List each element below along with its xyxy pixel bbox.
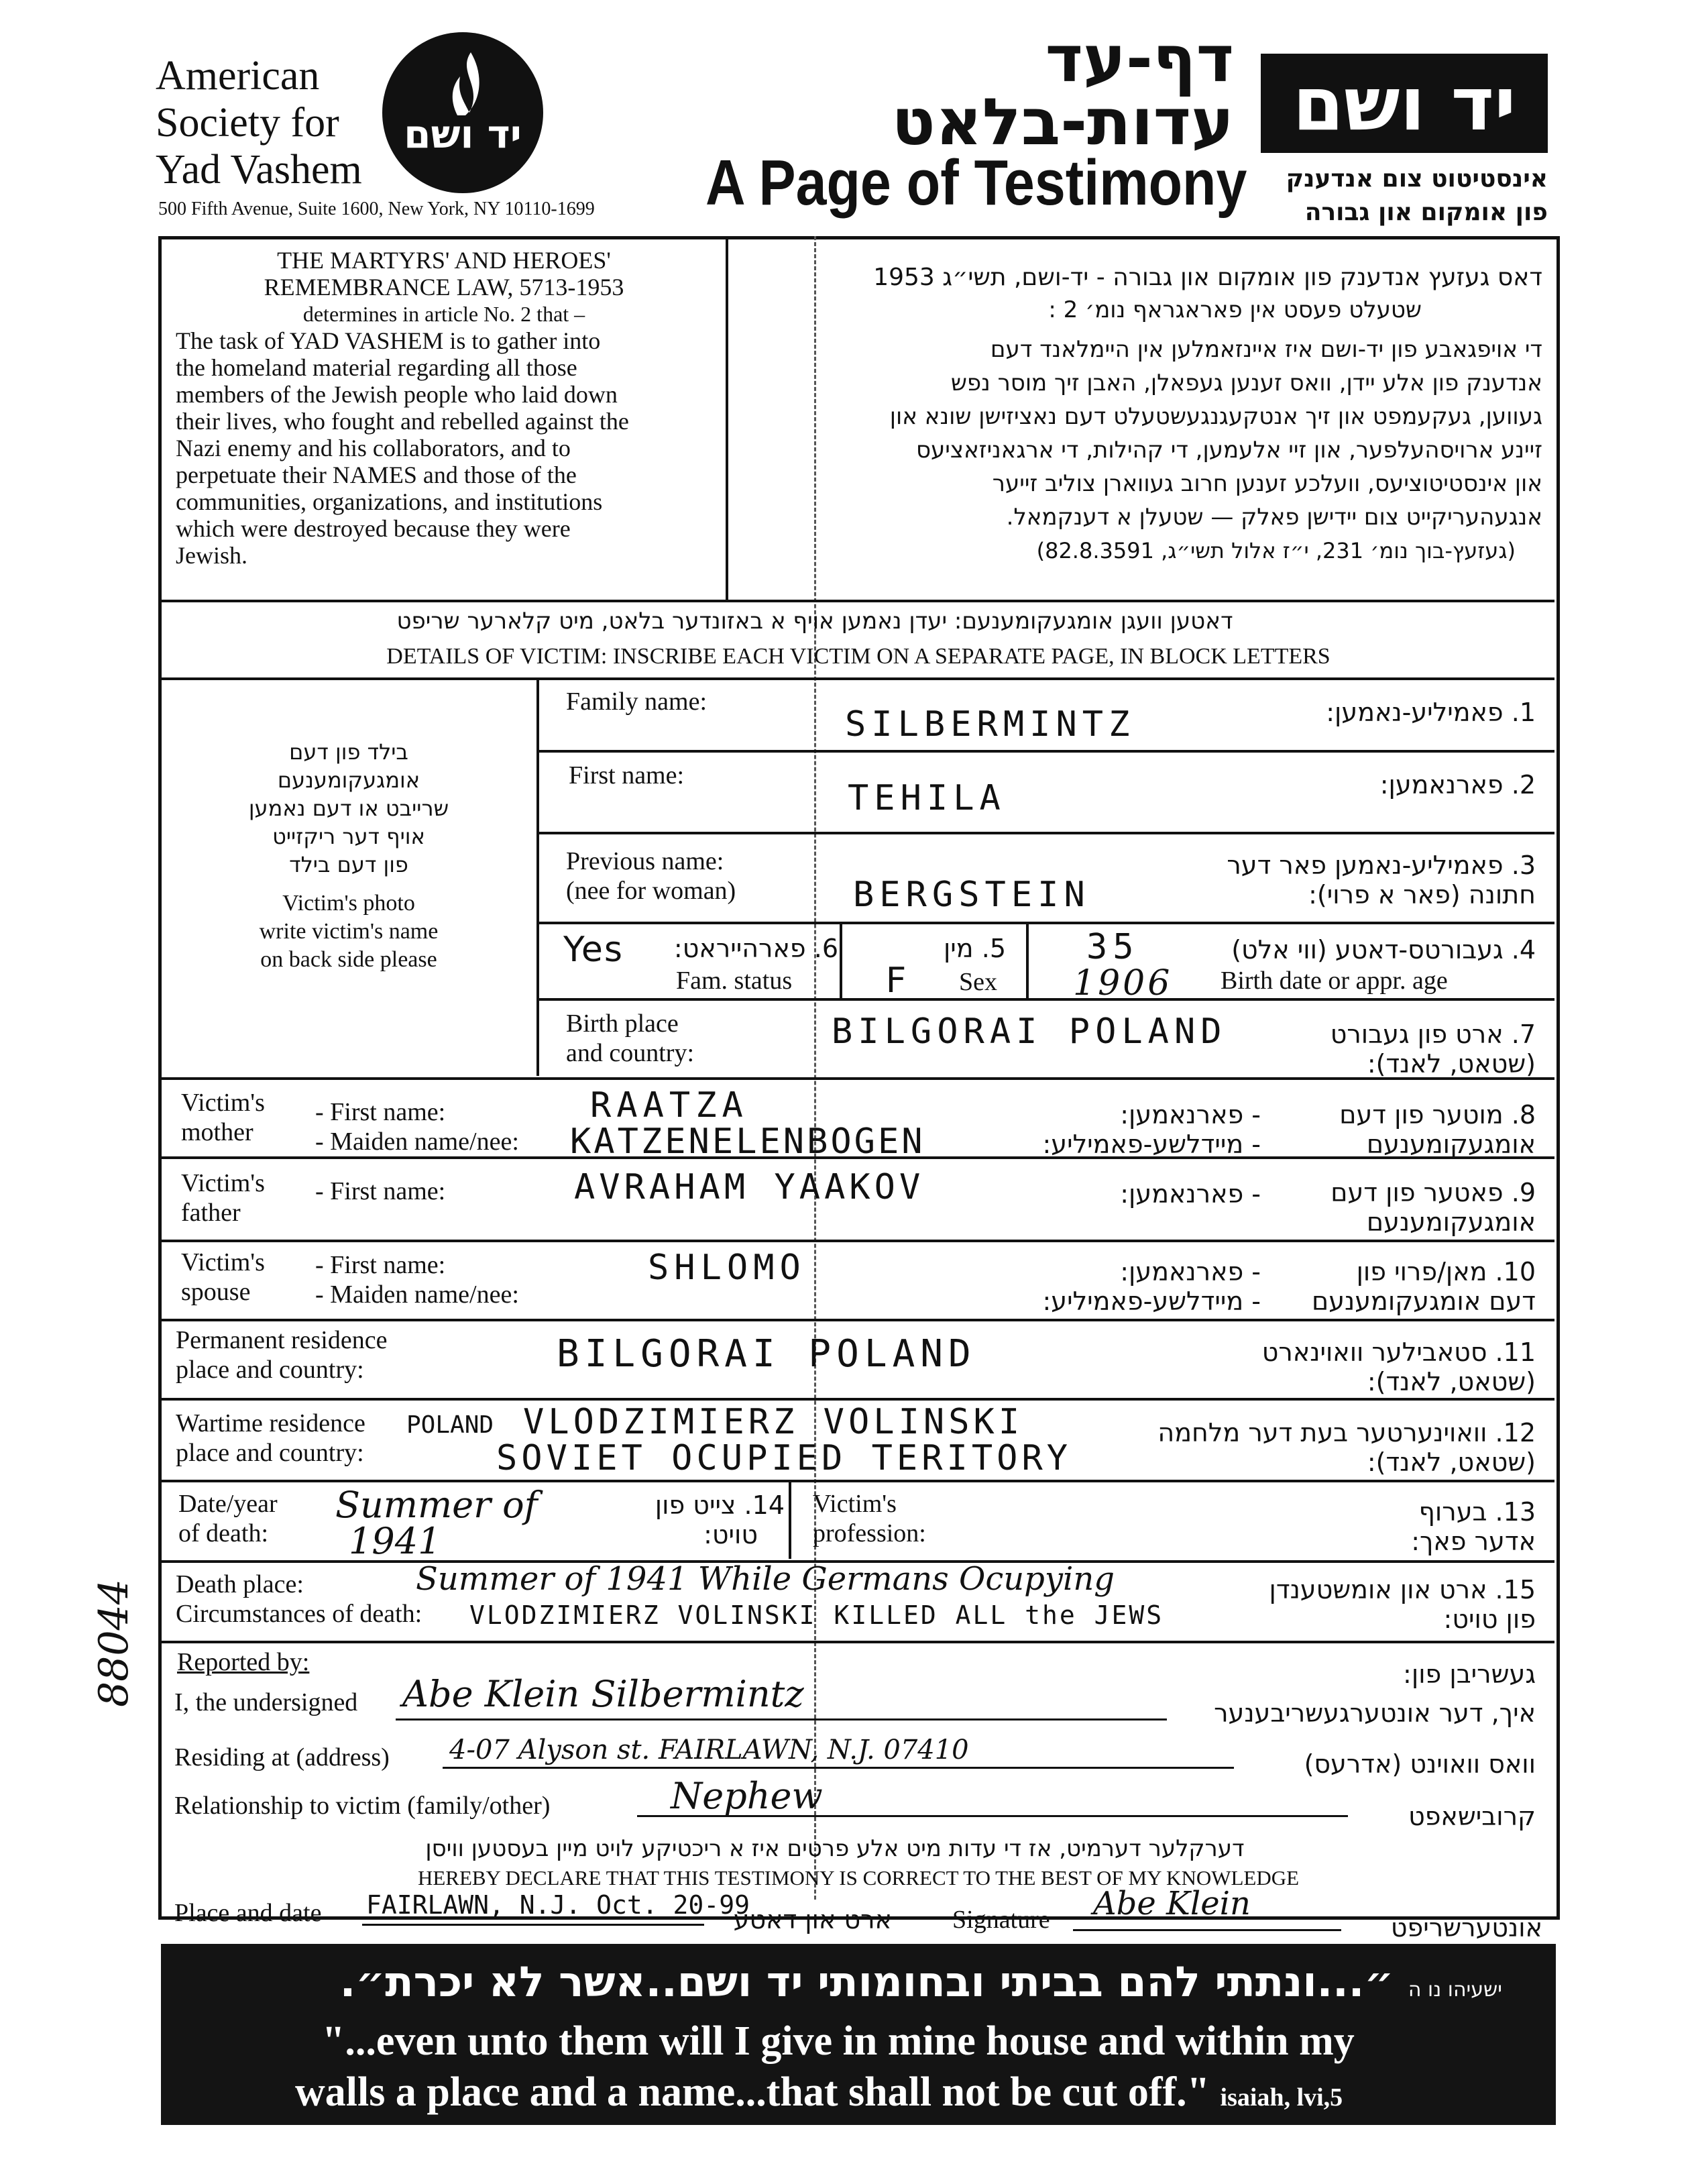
declaration-en: HEREBY DECLARE THAT THIS TESTIMONY IS CORRECT TO THE BEST OF MY KNOWLEDGE — [417, 1866, 1300, 1890]
title-hebrew: דף-עד — [1045, 21, 1234, 97]
law-line: communities, organizations, and institutions — [176, 488, 603, 515]
mother-he-2: אומגעקומענעם — [1366, 1130, 1536, 1159]
banner-he-quote: ״...ונתתי להם בביתי ובחומותי יד ושם..אשר לא יכרת״. — [339, 1957, 1394, 2006]
sex-num: 5. — [981, 934, 1006, 963]
father-label-2: father — [181, 1199, 241, 1227]
undersigned-line — [396, 1718, 1167, 1721]
row-rule — [538, 832, 1554, 834]
death-place-label — [176, 1570, 422, 1629]
profession-label-2: profession: — [813, 1519, 926, 1547]
place-date-value[interactable]: FAIRLAWN, N.J. Oct. 20-99 — [366, 1890, 750, 1920]
law-yi-title-1: דאס געזעץ אנדענק פון אומקום און גבורה - יד-ושם, תשי״ג 1953 — [873, 264, 1542, 291]
photo-yi-line: בילד פון דעם — [289, 739, 408, 765]
father-he-2: אומגעקומענעם — [1366, 1207, 1536, 1237]
death-place-he-1: 15. ארט און אומשטענדן — [1269, 1575, 1536, 1604]
wartime-label — [176, 1409, 365, 1468]
death-place-label-2: Circumstances of death: — [176, 1600, 422, 1628]
father-label-1: Victim's — [181, 1169, 265, 1197]
row-rule — [161, 1156, 1554, 1159]
law-title-3: determines in article No. 2 that – — [302, 302, 585, 326]
wartime-value-2[interactable]: SOVIET OCUPIED TERITORY — [496, 1438, 1072, 1478]
banner-en-2 — [295, 2069, 1542, 2116]
birth-place-he-2: (שטאט, לאנד): — [1367, 1049, 1536, 1079]
law-line: their lives, who fought and rebelled against the — [176, 408, 629, 435]
family-name-he: 1. פאמיליע-נאמען: — [1326, 698, 1536, 727]
wartime-he-1: 12. וואוינערטער בעת דער מלחמה — [1157, 1418, 1536, 1448]
spouse-he-1: 10. מאן/פרוי פון — [1356, 1257, 1536, 1287]
mother-he-1: 8. מוטער פון דעם — [1339, 1100, 1536, 1130]
details-yiddish: דאטען וועגן אומגעקומענעם: יעדן נאמען אויף א באזונדער בלאט, מיט קלארער שריפט — [396, 608, 1233, 635]
first-name-he: 2. פארנאמען: — [1379, 770, 1536, 800]
org-name — [156, 52, 362, 193]
mother-first-label: - First name: — [315, 1098, 446, 1126]
sex-he-label: מין — [943, 934, 974, 963]
previous-name-he-2: חתונה (פאר א פרוי): — [1308, 880, 1536, 910]
father-first-value[interactable]: AVRAHAM YAAKOV — [574, 1167, 925, 1207]
death-place-label-1: Death place: — [176, 1570, 304, 1598]
org-address: 500 Fifth Avenue, Suite 1600, New York, NY 10110-1699 — [158, 199, 595, 219]
cell-divider — [840, 923, 842, 998]
law-line: perpetuate their NAMES and those of the — [176, 461, 577, 488]
mother-label — [181, 1088, 265, 1147]
law-line: Nazi enemy and his collaborators, and to — [176, 435, 571, 461]
father-first-label: - First name: — [315, 1177, 446, 1205]
signature-value[interactable]: Abe Klein — [1093, 1885, 1251, 1922]
fam-status-value[interactable]: Yes — [563, 930, 624, 970]
wartime-value-1[interactable]: VLODZIMIERZ VOLINSKI — [523, 1402, 1024, 1442]
law-yi-line: אנדענק פון אלע יידן, וואס זענען געפאלן, האבן זיך מוסר נפש — [950, 370, 1542, 396]
family-name-label: Family name: — [566, 688, 708, 716]
death-place-value-2[interactable]: VLODZIMIERZ VOLINSKI KILLED ALL the JEWS — [469, 1600, 1164, 1630]
law-line: Jewish. — [176, 542, 247, 569]
org-line-1: American — [156, 53, 320, 99]
death-place-he-2: פון טויט: — [1443, 1604, 1536, 1634]
first-name-label: First name: — [569, 761, 685, 789]
relationship-value[interactable]: Nephew — [671, 1775, 823, 1817]
law-yi-title-2: שטעלט פעסט אין פאראגראף נומ׳ 2 : — [1048, 296, 1422, 323]
title-yiddish: עדות-בלאט — [891, 85, 1234, 160]
profession-he-2: אדער פאך: — [1411, 1527, 1536, 1556]
row-rule — [538, 998, 1554, 1001]
birth-place-he-1: 7. ארט פון געבורט — [1330, 1020, 1536, 1049]
row-rule — [161, 1480, 1554, 1482]
quote-banner — [161, 1944, 1556, 2125]
spouse-he — [1261, 1257, 1536, 1316]
banner-en-1: "...even unto them will I give in mine house and within my — [322, 2018, 1355, 2064]
previous-name-he-1: 3. פאמיליע-נאמען פאר דער — [1227, 851, 1536, 880]
photo-en-line: write victim's name — [259, 919, 439, 944]
photo-en-line: Victim's photo — [282, 891, 415, 916]
institute-line-2: פון אומקום און גבורה — [1304, 199, 1548, 226]
residing-value[interactable]: 4-07 Alyson st. FAIRLAWN, N.J. 07410 — [449, 1735, 969, 1765]
mother-maiden-label: - Maiden name/nee: — [315, 1128, 519, 1156]
row-rule — [161, 1319, 1554, 1321]
reported-by-label: Reported by: — [177, 1648, 310, 1676]
age-value[interactable]: 35 — [1086, 927, 1139, 967]
photo-yi-line: אויף דער ריקזייט — [272, 824, 425, 849]
row-rule — [538, 750, 1554, 753]
residence-he-2: (שטאט, לאנד): — [1367, 1367, 1536, 1397]
photo-en-line: on back side please — [260, 947, 437, 972]
father-he — [1274, 1178, 1536, 1237]
wartime-label-1: Wartime residence — [176, 1409, 365, 1437]
photo-area[interactable] — [164, 738, 534, 974]
residing-he: וואס וואוינט (אדרעס) — [1304, 1749, 1536, 1779]
photo-divider — [536, 679, 539, 1076]
spouse-first-value[interactable]: SHLOMO — [648, 1248, 806, 1288]
law-english — [176, 247, 712, 569]
side-number: 88044 — [91, 1579, 137, 1707]
signature-label: Signature — [952, 1906, 1050, 1934]
sex-value[interactable]: F — [885, 961, 912, 1001]
birth-date-label: Birth date or appr. age — [1221, 967, 1448, 995]
badge-text: יד ושם — [1292, 61, 1516, 147]
mother-he-maiden: - מיידלשע-פאמיליע: — [1042, 1130, 1261, 1159]
birth-date-he: 4. געבורטס-דאטע (ווי אלט) — [1231, 935, 1536, 965]
fam-status-num: 6. — [813, 934, 838, 963]
spouse-label-1: Victim's — [181, 1248, 265, 1276]
place-date-line — [362, 1924, 704, 1926]
org-line-2: Society for — [156, 100, 339, 146]
residence-value[interactable]: BILGORAI POLAND — [557, 1332, 976, 1376]
mother-first-value[interactable]: RAATZA — [590, 1085, 748, 1126]
death-place-value-1[interactable]: Summer of 1941 While Germans Ocupying — [416, 1560, 1115, 1598]
residence-label-2: place and country: — [176, 1356, 364, 1384]
profession-he — [1274, 1497, 1536, 1556]
wartime-prefix[interactable]: POLAND — [406, 1411, 494, 1439]
mother-label-1: Victim's — [181, 1089, 265, 1117]
banner-he-ref: ישעיהו נו ה — [1408, 1978, 1502, 2002]
residence-he — [1194, 1337, 1536, 1397]
birth-year-value[interactable]: 1906 — [1073, 963, 1173, 1003]
wartime-he-2: (שטאט, לאנד): — [1367, 1448, 1536, 1477]
row-rule — [161, 1240, 1554, 1242]
spouse-label-2: spouse — [181, 1278, 251, 1306]
profession-label-1: Victim's — [813, 1490, 897, 1518]
title-english: A Page of Testimony — [705, 147, 1247, 219]
row-rule — [161, 1398, 1554, 1401]
law-line: which were destroyed because they were — [176, 515, 571, 542]
spouse-he-2: דעם אומגעקומענעם — [1312, 1287, 1536, 1316]
photo-yi-line: אומגעקומענעם — [277, 767, 420, 793]
logo-text: יד ושם — [404, 111, 522, 157]
previous-name-label-2: (nee for woman) — [566, 877, 736, 905]
law-yi-line: געווען, געקעמפט און זיך אנטקעגנגעשטעלט דעם נאציזישן שונא און — [889, 403, 1542, 430]
death-date-label-1: Date/year — [178, 1490, 278, 1518]
birth-place-label-1: Birth place — [566, 1009, 679, 1038]
cell-divider — [789, 1481, 791, 1559]
law-divider — [726, 239, 728, 601]
residence-label-1: Permanent residence — [176, 1326, 388, 1354]
residing-line — [443, 1767, 1234, 1769]
death-date-he-2: טויט: — [703, 1520, 758, 1549]
previous-name-value[interactable]: BERGSTEIN — [853, 875, 1090, 915]
institute-line-1: אינסטיטוט צום אנדענק — [1286, 165, 1548, 193]
law-yiddish — [738, 262, 1542, 567]
spouse-first-label: - First name: — [315, 1251, 446, 1279]
law-line: the homeland material regarding all those — [176, 354, 577, 381]
first-name-value[interactable]: TEHILA — [848, 778, 1006, 818]
birth-place-value[interactable]: BILGORAI POLAND — [832, 1012, 1227, 1052]
death-place-he — [1207, 1575, 1536, 1634]
signature-line — [1073, 1929, 1341, 1931]
residence-he-1: 11. סטאבילער וואוינארט — [1261, 1337, 1536, 1367]
fam-status-he — [644, 934, 838, 963]
mother-he-first: - פארנאמען: — [1120, 1100, 1261, 1130]
mother-he — [1274, 1100, 1536, 1159]
banner-en-ref: isaiah, lvi,5 — [1220, 2083, 1343, 2112]
wartime-label-2: place and country: — [176, 1439, 364, 1467]
death-date-label-2: of death: — [178, 1519, 269, 1547]
law-yi-line: (געזעץ-בוך נומ׳ 231, י״ז אלול תשי״ג, 82.8.3591) — [1036, 538, 1516, 563]
law-line: The task of YAD VASHEM is to gather into — [176, 327, 601, 354]
photo-yi-line: שרייבט או דעם נאמען — [248, 796, 449, 821]
relationship-label: Relationship to victim (family/other) — [174, 1792, 551, 1820]
law-yi-line: און אינסטיטוציעס, וועלכע זענען חרוב געווארן צוליב זייער — [992, 470, 1542, 497]
fam-status-he-label: פארהייראט: — [673, 934, 806, 963]
row-rule — [161, 1641, 1554, 1643]
death-date-he — [604, 1490, 785, 1549]
cell-divider — [1026, 923, 1029, 998]
death-date-value-2[interactable]: 1941 — [349, 1520, 441, 1562]
photo-yi-line: פון דעם בילד — [289, 852, 408, 877]
law-yi-line: זיינע ארויסהעלפער, און זיי אלעמען, די קהילות, די ארגאניזאציעס — [915, 437, 1542, 463]
death-date-he-1: 14. צייט פון — [655, 1490, 785, 1520]
spouse-he-sub — [1006, 1257, 1261, 1316]
mother-label-2: mother — [181, 1118, 253, 1146]
previous-name-label — [566, 847, 736, 906]
mother-maiden-value[interactable]: KATZENELENBOGEN — [570, 1122, 925, 1162]
details-english: DETAILS OF VICTIM: INSCRIBE EACH VICTIM ON A SEPARATE PAGE, IN BLOCK LETTERS — [386, 644, 1331, 669]
death-date-value-1[interactable]: Summer of — [335, 1484, 538, 1526]
family-name-value[interactable]: SILBERMINTZ — [845, 704, 1135, 745]
undersigned-label: I, the undersigned — [174, 1688, 358, 1716]
row-rule — [538, 922, 1554, 924]
law-yi-line: אנגעהעריקייט צום יידישן פאלק — שטעלן א דענקמאל. — [1006, 504, 1542, 531]
place-date-label: Place and date — [174, 1899, 322, 1927]
law-bottom-rule — [161, 600, 1554, 602]
residence-label — [176, 1325, 387, 1384]
profession-label — [813, 1489, 926, 1548]
birth-place-label — [566, 1009, 694, 1068]
law-line: members of the Jewish people who laid down — [176, 381, 618, 408]
previous-name-he — [1100, 851, 1536, 910]
death-date-label — [178, 1489, 278, 1548]
birth-place-label-2: and country: — [566, 1039, 695, 1067]
mother-sub-labels — [315, 1097, 519, 1156]
spouse-label — [181, 1248, 265, 1307]
sex-label: Sex — [959, 968, 997, 996]
father-label — [181, 1168, 265, 1227]
details-rule — [161, 677, 1554, 680]
row-rule — [161, 1077, 1554, 1080]
yad-vashem-logo — [382, 32, 543, 193]
banner-en-2-text: walls a place and a name...that shall not be cut off." — [295, 2069, 1210, 2115]
law-yi-line: די אויפגאבע פון יד-ושם איז איינזאמלען אין היימלאנד דעם — [990, 336, 1542, 363]
signature-he: אונטערשריפט — [1390, 1913, 1542, 1943]
reported-by-he: געשריבן פון: — [1403, 1659, 1536, 1689]
law-title-1: THE MARTYRS' AND HEROES' — [277, 247, 611, 274]
previous-name-label-1: Previous name: — [566, 847, 724, 875]
banner-hebrew — [339, 1957, 1502, 2006]
profession-he-1: 13. בערוף — [1418, 1497, 1536, 1527]
undersigned-he: איך, דער אונטערגעשריבענער — [1214, 1698, 1536, 1728]
place-date-he: ארט און דאטע — [733, 1905, 892, 1934]
father-he-1: 9. פאטער פון דעם — [1331, 1178, 1536, 1207]
spouse-sub-labels — [315, 1250, 519, 1309]
birth-place-he — [1207, 1020, 1536, 1079]
wartime-he — [1086, 1418, 1536, 1477]
relationship-he: קרובישאפט — [1408, 1802, 1536, 1831]
org-line-3: Yad Vashem — [156, 147, 362, 193]
fam-status-label: Fam. status — [676, 967, 793, 995]
spouse-maiden-label: - Maiden name/nee: — [315, 1280, 519, 1309]
residing-label: Residing at (address) — [174, 1743, 390, 1771]
spouse-he-first: - פארנאמען: — [1120, 1257, 1261, 1287]
mother-he-sub — [1006, 1100, 1261, 1159]
spouse-he-maiden: - מיידלשע-פאמיליע: — [1042, 1287, 1261, 1316]
father-he-first: - פארנאמען: — [1120, 1179, 1261, 1209]
declaration-he: דערקלער דערמיט, אז די עדות מיט אלע פרטים איז א ריכטיקע לויט מיין בעסטען וויסן — [425, 1835, 1245, 1862]
law-title-2: REMEMBRANCE LAW, 5713-1953 — [264, 274, 624, 301]
relationship-line — [637, 1815, 1348, 1817]
undersigned-value[interactable]: Abe Klein Silbermintz — [402, 1673, 804, 1715]
yad-vashem-badge — [1261, 54, 1548, 153]
sex-he — [872, 934, 1006, 963]
